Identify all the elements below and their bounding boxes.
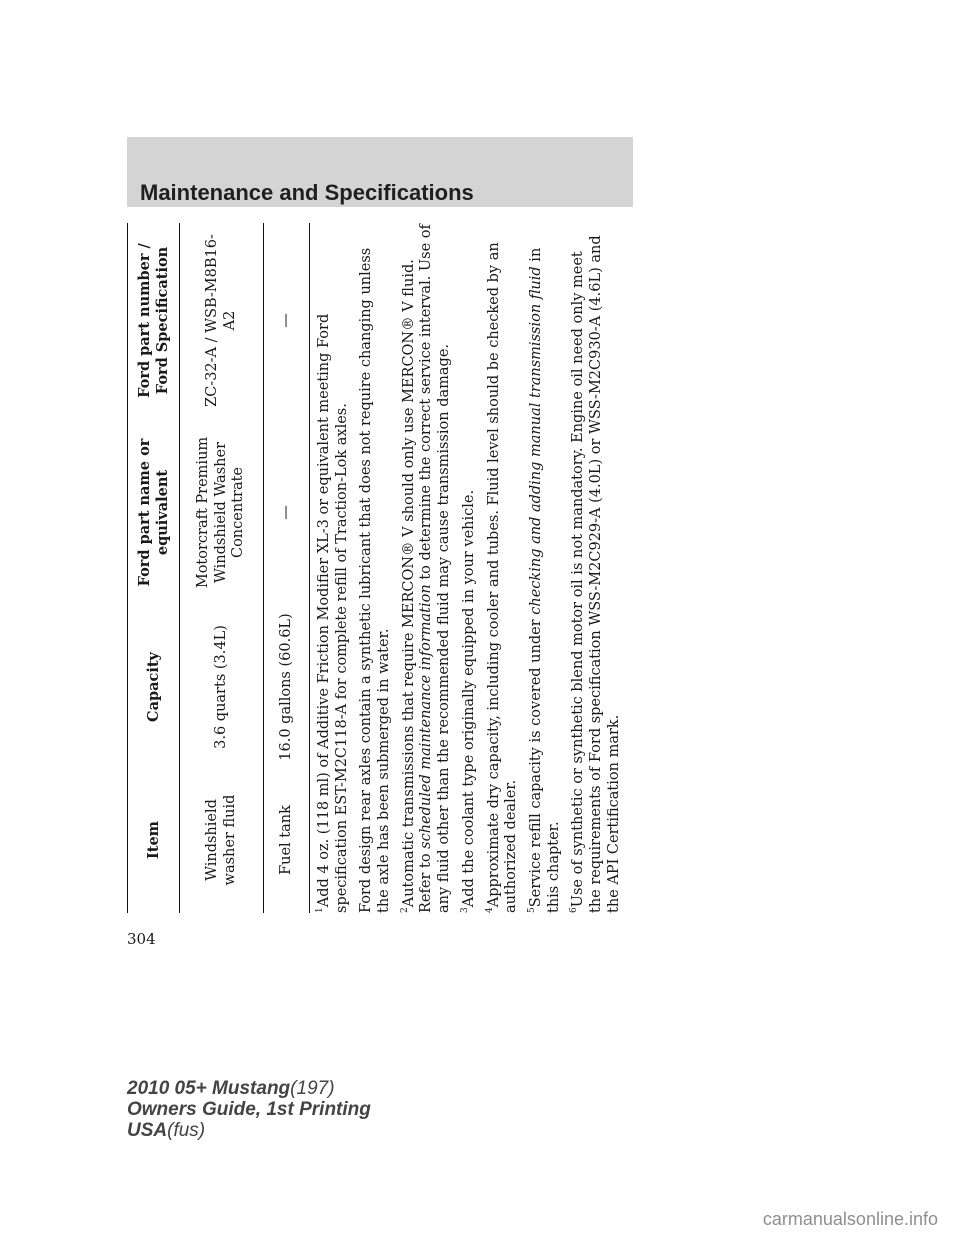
footnote-2: $^2$Automatic transmissions that require MERCON® V should only use MERCON® V fluid. Refer to scheduled maintenance information to determine the correct service interval. Use of any fluid other than the recommended fluid may cause transmission damage. xyxy=(399,224,453,913)
page-number: 304 xyxy=(127,930,156,948)
cell-item: Fuel tank xyxy=(277,805,294,875)
footnote-3: $^3$Add the coolant type originally equipped in your vehicle. xyxy=(459,489,477,913)
cell-part-number: ZC-32-A / WSB-M8B16-A2 xyxy=(203,234,238,407)
footer-line-2: Owners Guide, 1st Printing xyxy=(127,1099,371,1120)
col-header-capacity: Capacity xyxy=(128,607,180,767)
footer-line-3: USA(fus) xyxy=(127,1120,206,1141)
col-header-part-number: Ford part number / Ford Specification xyxy=(128,223,180,418)
watermark: carmanualsonline.info xyxy=(762,1209,938,1229)
table-row xyxy=(264,223,310,913)
cell-item: Windshield washer fluid xyxy=(203,794,238,886)
footer-line-1: 2010 05+ Mustang(197) xyxy=(127,1078,335,1099)
table-row xyxy=(180,223,264,913)
print-footer xyxy=(127,1078,371,1141)
rotated-spec-content xyxy=(127,223,622,913)
footnote-1-continued: Ford design rear axles contain a synthetic lubricant that does not require changing unless the axle has been submerged in water. xyxy=(358,247,393,913)
col-header-item: Item xyxy=(128,767,180,913)
footnote-5: $^5$Service refill capacity is covered under checking and adding manual transmission fluid in this chapter. xyxy=(527,247,562,913)
cell-part-name: — xyxy=(277,505,294,520)
footnote-4: $^4$Approximate dry capacity, including cooler and tubes. Fluid level should be checked by an authorized dealer. xyxy=(484,242,520,913)
cell-capacity: 3.6 quarts (3.4L) xyxy=(212,625,229,749)
footnote-6: $^6$Use of synthetic or synthetic blend motor oil is not mandatory. Engine oil need only meet the requirements of Ford specification WSS-M2C929-A (4.0L) or WSS-M2C930-A (4.6L) and the API Certification mark. xyxy=(569,235,622,913)
col-header-part-name: Ford part name or equivalent xyxy=(128,418,180,607)
footnotes xyxy=(310,223,623,913)
section-title: Maintenance and Specifications xyxy=(140,180,474,205)
cell-part-number: — xyxy=(277,313,294,328)
capacity-spec-table xyxy=(127,223,310,913)
footnote-1: $^1$Add 4 oz. (118 ml) of Additive Friction Modifier XL-3 or equivalent meeting Ford specification EST-M2C118-A for complete refill of Traction-Lok axles. xyxy=(315,313,350,913)
table-header-row xyxy=(128,223,180,913)
cell-capacity: 16.0 gallons (60.6L) xyxy=(277,613,294,761)
cell-part-name: Motorcraft Premium Windshield Washer Concentrate xyxy=(194,436,247,589)
